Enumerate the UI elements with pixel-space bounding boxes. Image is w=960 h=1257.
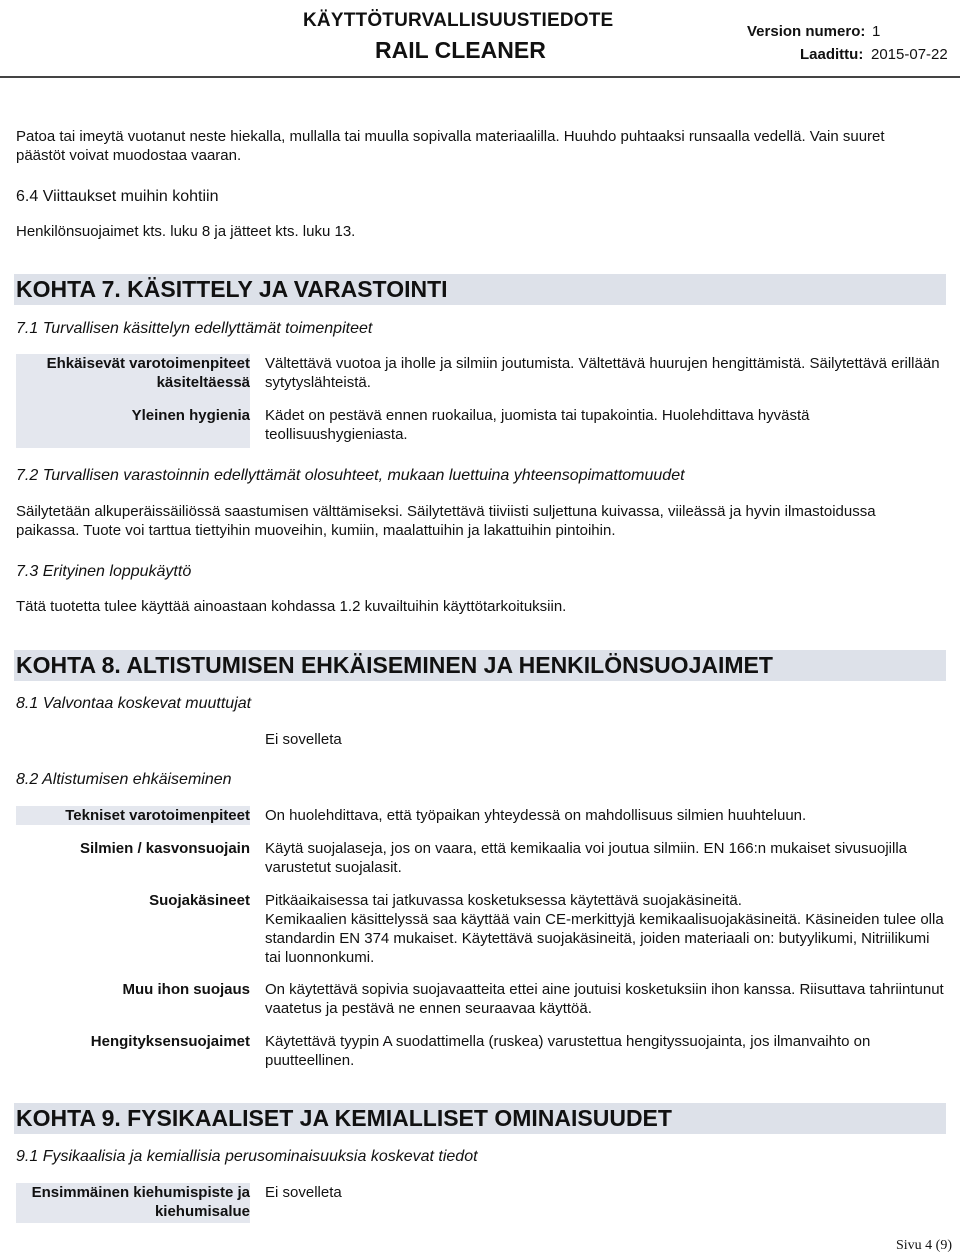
row-value-respiratory: Käytettävä tyypin A suodattimella (ruskea) varustettua hengityssuojainta, jos ilmanvaihto on puutteellinen. [265, 1033, 871, 1069]
row-value-technical: On huolehdittava, että työpaikan yhteydessä on mahdollisuus silmien huuhteluun. [265, 807, 807, 824]
subsection-7-2-title: 7.2 Turvallisen varastoinnin edellyttämät olosuhteet, mukaan luettuina yhteensopimattomuudet [16, 467, 685, 484]
date-value: 2015-07-22 [871, 46, 948, 63]
product-name: RAIL CLEANER [375, 37, 546, 63]
row-label-gloves: Suojakäsineet [149, 892, 250, 909]
subsection-8-2-title: 8.2 Altistumisen ehkäiseminen [16, 771, 232, 788]
row-value-gloves-line1: Pitkäaikaisessa tai jatkuvassa kosketuksessa käytettävä suojakäsineitä. [265, 892, 742, 909]
label-column-7-1 [16, 354, 250, 448]
row-label-technical: Tekniset varotoimenpiteet [16, 806, 250, 825]
subsection-6-4-text: Henkilönsuojaimet kts. luku 8 ja jätteet kts. luku 13. [16, 223, 356, 240]
row-label-hygiene: Yleinen hygienia [131, 407, 250, 424]
subsection-7-3-title: 7.3 Erityinen loppukäyttö [16, 563, 192, 580]
page-number: Sivu 4 (9) [896, 1238, 952, 1253]
row-label-respiratory: Hengityksensuojaimet [90, 1033, 250, 1050]
subsection-8-1-value: Ei sovelleta [265, 731, 342, 748]
section-8-heading: KOHTA 8. ALTISTUMISEN EHKÄISEMINEN JA HENKILÖNSUOJAIMET [14, 650, 946, 681]
row-value-precautions: Vältettävä vuotoa ja iholle ja silmiin joutumista. Vältettävä huurujen hengittämistä. Säilytettävä erillään sytytyslähteistä. [265, 355, 940, 391]
subsection-8-1-title: 8.1 Valvontaa koskevat muuttujat [16, 695, 252, 712]
section-9-heading: KOHTA 9. FYSIKAALISET JA KEMIALLISET OMINAISUUDET [14, 1103, 946, 1134]
row-value-eye-protection: Käytä suojalaseja, jos on vaara, että kemikaalia voi joutua silmiin. EN 166:n mukaiset sivusuojilla varustetut suojalasit. [265, 840, 907, 876]
subsection-7-2-text: Säilytetään alkuperäissäiliössä saastumisen välttämiseksi. Säilytettävä tiiviisti suljettuna kuivassa, viileässä ja hyvin ilmastoidussa paikassa. Tuote voi tarttua tiettyihin muoveihin, kumiin, maalattuihin ja lakattuihin pintoihin. [16, 503, 876, 539]
subsection-7-1-title: 7.1 Turvallisen käsittelyn edellyttämät toimenpiteet [16, 320, 373, 337]
row-label-line: Ensimmäinen kiehumispiste ja [31, 1184, 250, 1201]
version-label: Version numero: [747, 23, 866, 40]
row-label-line: kiehumisalue [154, 1203, 250, 1220]
row-value-hygiene: Kädet on pestävä ennen ruokailua, juomista tai tupakointia. Huolehdittava hyvästä teollisuushygieniasta. [265, 407, 810, 443]
row-value-skin-protection: On käytettävä sopivia suojavaatteita ettei aine joutuisi kosketuksiin ihon kanssa. Riisuttava tahriintunut vaatetus ja pestävä ne ennen seuraavaa käyttöä. [265, 981, 944, 1017]
subsection-7-3-text: Tätä tuotetta tulee käyttää ainoastaan kohdassa 1.2 kuvailtuihin käyttötarkoituksiin. [16, 598, 567, 615]
row-value-gloves-line2: Kemikaalien käsittelyssä saa käyttää vain CE-merkittyjä kemikaalisuojakäsineitä. Käsineiden tulee olla standardin EN 374 mukaiset. Käytettävä suojakäsineitä, joiden materiaali on: butyylikumi, Nitriilikumi tai luonnonkumi. [265, 911, 944, 966]
date-label: Laadittu: [800, 46, 864, 63]
row-label-skin-protection: Muu ihon suojaus [122, 981, 250, 998]
subsection-9-1-title: 9.1 Fysikaalisia ja kemiallisia perusominaisuuksia koskevat tiedot [16, 1148, 478, 1165]
row-label-precautions [16, 354, 250, 392]
row-label-eye-protection: Silmien / kasvonsuojain [79, 840, 250, 857]
row-label-boiling-point [16, 1183, 250, 1223]
section-7-heading: KOHTA 7. KÄSITTELY JA VARASTOINTI [14, 274, 946, 305]
document-type-title: KÄYTTÖTURVALLISUUSTIEDOTE [303, 10, 614, 31]
header-divider [0, 76, 960, 78]
row-label-line: Ehkäisevät varotoimenpiteet [46, 355, 250, 372]
intro-paragraph: Patoa tai imeytä vuotanut neste hiekalla, mullalla tai muulla sopivalla materiaalilla. Huuhdo puhtaaksi runsaalla vedellä. Vain suuret päästöt voivat muodostaa vaaran. [16, 128, 885, 164]
version-value: 1 [872, 23, 881, 40]
subsection-6-4-title: 6.4 Viittaukset muihin kohtiin [16, 188, 219, 205]
row-label-line: käsiteltäessä [156, 374, 250, 391]
row-value-boiling-point: Ei sovelleta [265, 1184, 342, 1201]
